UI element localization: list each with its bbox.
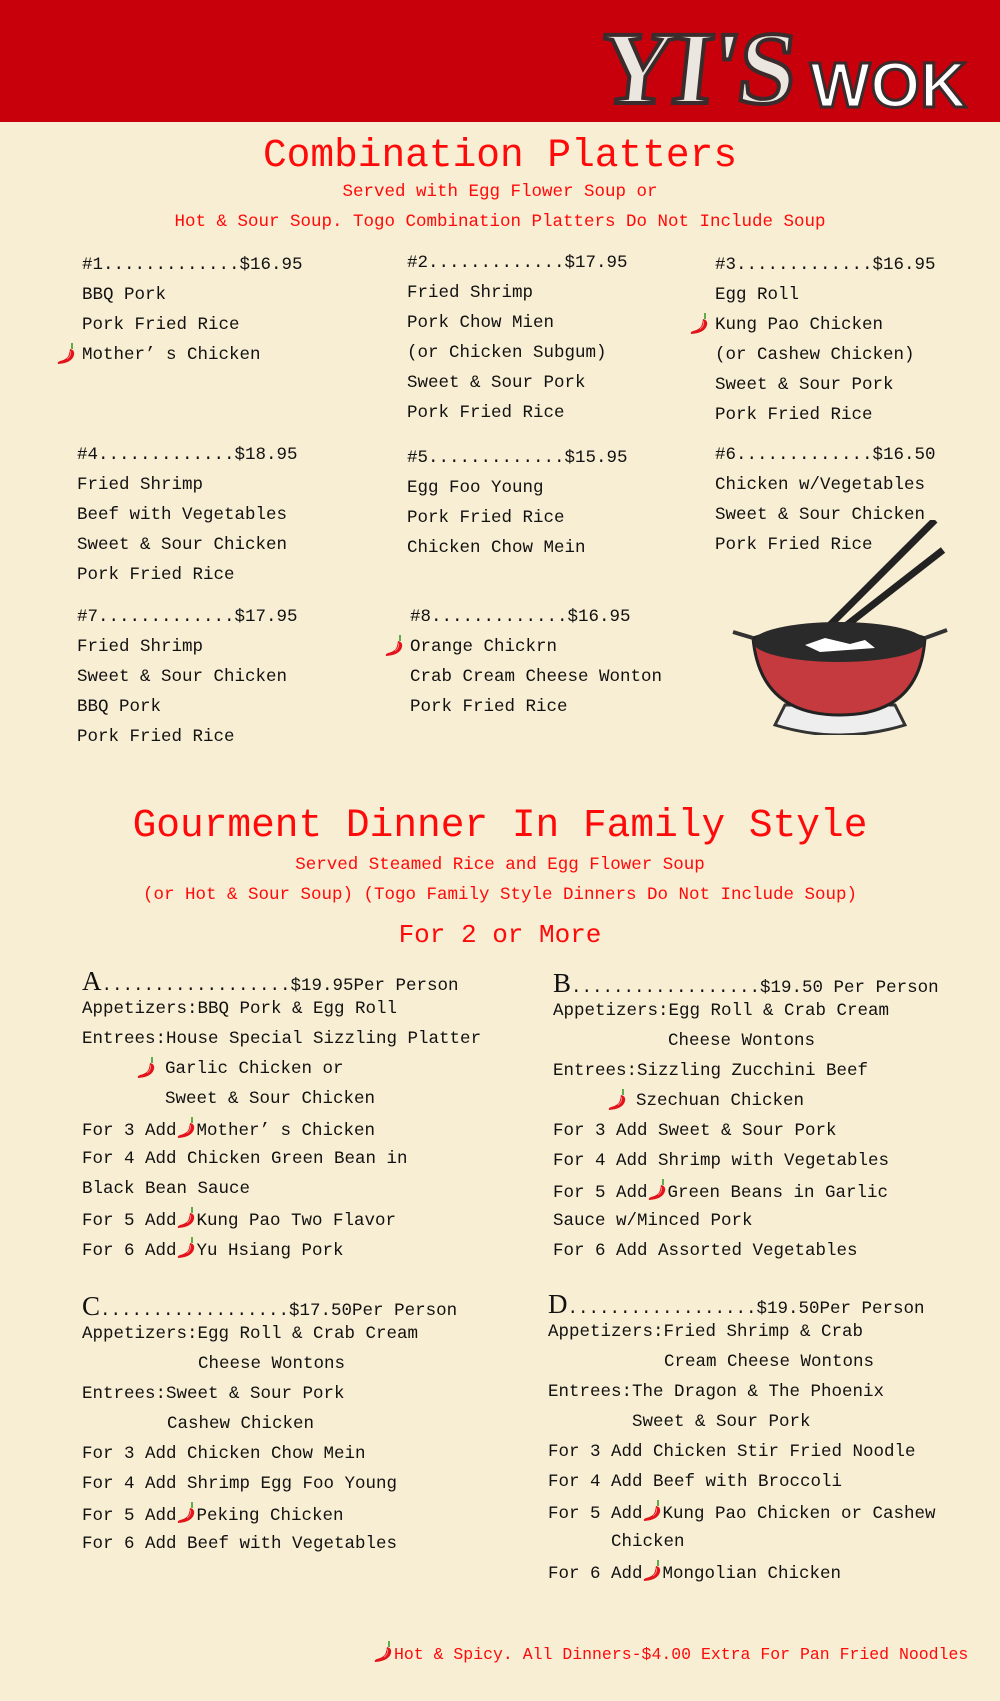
platter-item-text: Pork Chow Mien xyxy=(407,313,555,333)
dinner-price: ..................$17.50Per Person xyxy=(100,1301,458,1321)
combination-subtitle-1: Served with Egg Flower Soup or xyxy=(342,182,658,202)
dinner-line-text: Sweet & Sour Chicken xyxy=(165,1089,376,1109)
combination-platter-2 xyxy=(407,248,628,428)
dinner-line-text: Garlic Chicken or xyxy=(165,1059,344,1079)
family-dinner-a xyxy=(82,968,481,1264)
dinner-line-text: Kung Pao Two Flavor xyxy=(196,1211,397,1231)
chili-pepper-icon xyxy=(688,310,710,336)
family-title: Gourment Dinner In Family Style xyxy=(132,803,868,848)
platter-item xyxy=(77,692,298,722)
platter-item-text: Egg Foo Young xyxy=(407,478,544,498)
platter-heading: #7.............$17.95 xyxy=(77,607,298,627)
dinner-line-text: Chicken xyxy=(611,1532,685,1552)
dinner-line-text: Mother’ s Chicken xyxy=(196,1121,376,1141)
family-subtitle-2: (or Hot & Sour Soup) (Togo Family Style Dinners Do Not Include Soup) xyxy=(142,885,858,905)
platter-item-text: Pork Fried Rice xyxy=(715,535,873,555)
dinner-heading xyxy=(82,968,481,994)
platter-item xyxy=(82,280,303,310)
dinner-line-prefix: For 5 Add xyxy=(82,1211,177,1231)
dinner-line xyxy=(82,1529,457,1559)
dinner-line xyxy=(82,1114,481,1144)
dinner-line xyxy=(553,1176,939,1206)
combination-platter-1 xyxy=(82,250,303,370)
dinner-line-text: Entrees:House Special Sizzling Platter xyxy=(82,1029,482,1049)
dinner-line xyxy=(82,1469,457,1499)
dinner-line-text: Sauce w/Minced Pork xyxy=(553,1211,753,1231)
chili-pepper-icon xyxy=(383,632,405,658)
dinner-line-prefix: For 5 Add xyxy=(82,1506,177,1526)
platter-heading: #8.............$16.95 xyxy=(410,607,631,627)
platter-item-text: Sweet & Sour Chicken xyxy=(77,535,288,555)
dinner-heading xyxy=(82,1293,457,1319)
dinner-heading xyxy=(548,1291,936,1317)
platter-item-text: Kung Pao Chicken xyxy=(715,315,884,335)
dinner-line-text: Cashew Chicken xyxy=(167,1414,315,1434)
platter-item xyxy=(410,692,662,722)
platter-item-text: Pork Fried Rice xyxy=(410,697,568,717)
chili-pepper-icon xyxy=(646,1176,668,1202)
platter-heading: #4.............$18.95 xyxy=(77,445,298,465)
dinner-line-text: Cheese Wontons xyxy=(198,1354,346,1374)
platter-item-text: BBQ Pork xyxy=(77,697,162,717)
platter-item-text: Egg Roll xyxy=(715,285,800,305)
platter-item xyxy=(407,473,628,503)
chili-pepper-icon xyxy=(606,1086,628,1112)
dinner-line xyxy=(82,994,481,1024)
family-dinner-c xyxy=(82,1293,457,1559)
dinner-line xyxy=(82,1234,481,1264)
chili-pepper-icon xyxy=(175,1234,197,1260)
platter-item xyxy=(77,722,298,752)
platter-item xyxy=(410,632,662,662)
dinner-line xyxy=(553,1236,939,1266)
dinner-line xyxy=(553,1056,939,1086)
platter-item-text: Sweet & Sour Chicken xyxy=(715,505,926,525)
dinner-line xyxy=(548,1557,936,1587)
platter-item xyxy=(407,278,628,308)
platter-item-text: Pork Fried Rice xyxy=(77,727,235,747)
dinner-line-text: Cheese Wontons xyxy=(668,1031,816,1051)
footer-note-text: Hot & Spicy. All Dinners-$4.00 Extra For Pan Fried Noodles xyxy=(394,1645,969,1664)
platter-item-text: Chicken Chow Mein xyxy=(407,538,586,558)
dinner-line-text: For 4 Add Shrimp with Vegetables xyxy=(553,1151,890,1171)
platter-item xyxy=(77,500,298,530)
dinner-line-text: Entrees:The Dragon & The Phoenix xyxy=(548,1382,885,1402)
dinner-line-text: Peking Chicken xyxy=(196,1506,344,1526)
dinner-line xyxy=(82,1319,457,1349)
dinner-line-text: For 4 Add Shrimp Egg Foo Young xyxy=(82,1474,398,1494)
dinner-line-text: Appetizers:Egg Roll & Crab Cream xyxy=(553,1001,890,1021)
dinner-line xyxy=(82,1379,457,1409)
chili-pepper-icon xyxy=(135,1054,157,1080)
platter-item xyxy=(407,503,628,533)
platter-item-text: Pork Fried Rice xyxy=(77,565,235,585)
chili-pepper-icon xyxy=(641,1557,663,1583)
dinner-line xyxy=(553,1206,939,1236)
platter-heading: #5.............$15.95 xyxy=(407,448,628,468)
dinner-line-text: Cream Cheese Wontons xyxy=(664,1352,875,1372)
dinner-line-text: Black Bean Sauce xyxy=(82,1179,251,1199)
dinner-letter: D xyxy=(548,1289,568,1319)
platter-item-text: Sweet & Sour Pork xyxy=(715,375,894,395)
combination-platter-7 xyxy=(77,602,298,752)
platter-item xyxy=(77,470,298,500)
dinner-letter: C xyxy=(82,1291,101,1321)
platter-item-text: Pork Fried Rice xyxy=(82,315,240,335)
dinner-line xyxy=(82,1409,457,1439)
dinner-line-text: Green Beans in Garlic xyxy=(667,1183,889,1203)
chili-pepper-icon xyxy=(175,1204,197,1230)
platter-item xyxy=(410,662,662,692)
dinner-line xyxy=(548,1347,936,1377)
platter-item xyxy=(82,310,303,340)
platter-item-text: Sweet & Sour Chicken xyxy=(77,667,288,687)
dinner-line-text: Szechuan Chicken xyxy=(636,1091,805,1111)
dinner-line xyxy=(548,1407,936,1437)
header-banner xyxy=(0,0,1000,126)
combination-title: Combination Platters xyxy=(262,133,738,178)
dinner-line-text: For 6 Add Assorted Vegetables xyxy=(553,1241,858,1261)
platter-item-text: Fried Shrimp xyxy=(77,475,204,495)
dinner-line xyxy=(82,1174,481,1204)
combination-platter-5 xyxy=(407,443,628,563)
logo-yis: YI'S xyxy=(594,11,801,126)
dinner-line-text: For 4 Add Beef with Broccoli xyxy=(548,1472,843,1492)
footer-note xyxy=(372,1638,968,1667)
dinner-letter: A xyxy=(82,966,102,996)
dinner-line-prefix: For 6 Add xyxy=(548,1564,643,1584)
platter-item xyxy=(407,308,628,338)
chili-pepper-icon xyxy=(372,1638,394,1664)
dinner-heading xyxy=(553,970,939,996)
dinner-line xyxy=(82,1439,457,1469)
dinner-line-text: Yu Hsiang Pork xyxy=(196,1241,344,1261)
dinner-line xyxy=(82,1499,457,1529)
platter-item xyxy=(407,533,628,563)
dinner-line-text: For 3 Add Chicken Chow Mein xyxy=(82,1444,366,1464)
platter-item-text: Fried Shrimp xyxy=(407,283,534,303)
dinner-letter: B xyxy=(553,968,572,998)
dinner-line xyxy=(548,1527,936,1557)
platter-item xyxy=(77,560,298,590)
dinner-line-text: Entrees:Sizzling Zucchini Beef xyxy=(553,1061,869,1081)
dinner-line-text: Entrees:Sweet & Sour Pork xyxy=(82,1384,345,1404)
platter-item xyxy=(82,340,303,370)
dinner-line-text: For 3 Add Chicken Stir Fried Noodle xyxy=(548,1442,916,1462)
platter-item xyxy=(407,398,628,428)
platter-heading: #2.............$17.95 xyxy=(407,253,628,273)
dinner-line xyxy=(548,1377,936,1407)
platter-item-text: Orange Chickrn xyxy=(410,637,558,657)
platter-item xyxy=(77,632,298,662)
dinner-line xyxy=(82,1144,481,1174)
platter-item-text: Mother’ s Chicken xyxy=(82,345,261,365)
platter-item-text: Beef with Vegetables xyxy=(77,505,288,525)
dinner-line-prefix: For 5 Add xyxy=(553,1183,648,1203)
platter-item xyxy=(715,280,936,310)
family-dinner-d xyxy=(548,1291,936,1587)
dinner-line xyxy=(82,1349,457,1379)
platter-item xyxy=(715,470,936,500)
dinner-line xyxy=(553,1116,939,1146)
dinner-line xyxy=(548,1497,936,1527)
chili-pepper-icon xyxy=(641,1497,663,1523)
platter-heading: #1.............$16.95 xyxy=(82,255,303,275)
dinner-line xyxy=(553,1026,939,1056)
dinner-line-text: Appetizers:Fried Shrimp & Crab xyxy=(548,1322,864,1342)
dinner-line xyxy=(82,1024,481,1054)
dinner-line-text: Sweet & Sour Pork xyxy=(632,1412,811,1432)
dinner-line-text: Appetizers:BBQ Pork & Egg Roll xyxy=(82,999,398,1019)
combination-platter-3 xyxy=(715,250,936,430)
dinner-line-text: For 3 Add Sweet & Sour Pork xyxy=(553,1121,837,1141)
combination-platter-4 xyxy=(77,440,298,590)
platter-item-text: Fried Shrimp xyxy=(77,637,204,657)
platter-item xyxy=(407,338,628,368)
family-subtitle-1: Served Steamed Rice and Egg Flower Soup xyxy=(295,855,705,875)
family-subtitle-3: For 2 or More xyxy=(398,920,602,950)
platter-item xyxy=(715,400,936,430)
platter-item xyxy=(407,368,628,398)
platter-item-text: Pork Fried Rice xyxy=(715,405,873,425)
chili-pepper-icon xyxy=(55,340,77,366)
dinner-line xyxy=(82,1084,481,1114)
dinner-line-text: For 4 Add Chicken Green Bean in xyxy=(82,1149,408,1169)
dinner-line xyxy=(553,1146,939,1176)
dinner-line-text: Kung Pao Chicken or Cashew xyxy=(662,1504,936,1524)
dinner-line-prefix: For 3 Add xyxy=(82,1121,177,1141)
dinner-line xyxy=(548,1437,936,1467)
dinner-line-text: For 6 Add Beef with Vegetables xyxy=(82,1534,398,1554)
platter-item xyxy=(77,530,298,560)
dinner-line xyxy=(553,996,939,1026)
dinner-line-text: Mongolian Chicken xyxy=(662,1564,842,1584)
platter-item-text: (or Cashew Chicken) xyxy=(715,345,915,365)
platter-item-text: BBQ Pork xyxy=(82,285,167,305)
platter-item xyxy=(715,340,936,370)
dinner-line-text: Appetizers:Egg Roll & Crab Cream xyxy=(82,1324,419,1344)
platter-heading: #3.............$16.95 xyxy=(715,255,936,275)
dinner-price: ..................$19.95Per Person xyxy=(101,976,459,996)
dinner-line xyxy=(548,1317,936,1347)
platter-item xyxy=(715,370,936,400)
combination-platter-8 xyxy=(410,602,662,722)
dinner-line xyxy=(548,1467,936,1497)
platter-item xyxy=(77,662,298,692)
dinner-line xyxy=(82,1054,481,1084)
dinner-line-prefix: For 6 Add xyxy=(82,1241,177,1261)
logo-wok: WOK xyxy=(810,49,967,121)
combination-subtitle-2: Hot & Sour Soup. Togo Combination Platters Do Not Include Soup xyxy=(174,212,826,232)
platter-item-text: Chicken w/Vegetables xyxy=(715,475,926,495)
dinner-price: ..................$19.50 Per Person xyxy=(571,978,939,998)
platter-item xyxy=(715,310,936,340)
dinner-line-prefix: For 5 Add xyxy=(548,1504,643,1524)
platter-item-text: Pork Fried Rice xyxy=(407,508,565,528)
chili-pepper-icon xyxy=(175,1114,197,1140)
family-dinner-b xyxy=(553,970,939,1266)
dinner-line xyxy=(553,1086,939,1116)
wok-illustration xyxy=(725,520,955,735)
platter-heading: #6.............$16.50 xyxy=(715,445,936,465)
dinner-line xyxy=(82,1204,481,1234)
platter-item-text: Sweet & Sour Pork xyxy=(407,373,586,393)
chili-pepper-icon xyxy=(175,1499,197,1525)
platter-item-text: Crab Cream Cheese Wonton xyxy=(410,667,663,687)
dinner-price: ..................$19.50Per Person xyxy=(567,1299,925,1319)
platter-item-text: Pork Fried Rice xyxy=(407,403,565,423)
platter-item-text: (or Chicken Subgum) xyxy=(407,343,607,363)
